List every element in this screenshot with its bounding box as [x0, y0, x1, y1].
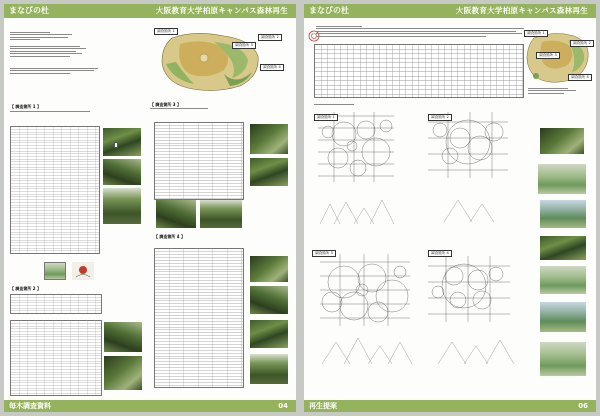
survey-table-2	[10, 320, 102, 396]
forest-photo	[250, 286, 288, 314]
page-left	[4, 4, 296, 412]
page-header	[4, 4, 296, 18]
page-footer	[4, 400, 296, 412]
forest-photo	[250, 256, 288, 282]
forest-sketch	[538, 164, 586, 194]
section-title-3: 【 調査箇所 3 】	[150, 102, 181, 107]
intro-list	[10, 46, 90, 58]
plan-heading	[314, 104, 374, 106]
forest-photo	[540, 236, 586, 260]
survey-table-3	[154, 122, 244, 200]
plan-label: 調査箇所 3	[312, 250, 336, 257]
map-legend	[528, 88, 584, 95]
forest-photo	[104, 356, 142, 390]
forest-photo	[250, 320, 288, 348]
survey-summary-2	[10, 294, 102, 314]
forest-photo	[200, 200, 242, 228]
map-label-3: 調査箇所 3	[232, 42, 256, 49]
planting-plan-drawing-2	[424, 112, 524, 232]
planting-schedule-table	[314, 44, 524, 98]
site-map	[154, 28, 264, 94]
section-1-note	[10, 111, 96, 113]
page-footer	[304, 400, 596, 412]
intro-text	[10, 32, 74, 42]
page-right	[304, 4, 596, 412]
forest-sketch	[540, 342, 586, 376]
page-header	[304, 4, 596, 18]
brand-title: まなびの杜	[9, 6, 49, 15]
planting-plan-drawing-1	[314, 112, 414, 232]
forest-photo	[103, 159, 141, 185]
map-label-2: 調査箇所 2	[258, 34, 282, 41]
map-label-4: 調査箇所 4	[568, 74, 592, 81]
forest-photo	[250, 354, 288, 384]
plan-label: 調査箇所 4	[428, 250, 452, 257]
forest-photo	[156, 200, 196, 228]
forest-photo	[44, 262, 66, 280]
forest-photo	[250, 124, 288, 154]
footer-section-title: 毎木調査資料	[9, 402, 51, 410]
map-label-1: 調査箇所 1	[154, 28, 178, 35]
forest-sketch	[540, 266, 586, 294]
survey-table-4	[154, 248, 244, 388]
section-title-2: 【 調査箇所 2 】	[10, 286, 41, 291]
forest-photo	[103, 128, 141, 156]
intro-note	[10, 68, 100, 75]
section-title-4: 【 調査箇所 4 】	[154, 234, 185, 239]
map-label-3: 調査箇所 3	[536, 52, 560, 59]
survey-table-1	[10, 126, 100, 254]
photo-caption	[114, 142, 118, 148]
forest-sketch	[540, 200, 586, 228]
forest-photo	[250, 158, 288, 186]
forest-photo	[540, 128, 584, 154]
section-3-note	[150, 108, 210, 110]
footer-section-title: 再生提案	[309, 402, 337, 410]
forest-photo	[103, 188, 141, 224]
map-label-2: 調査箇所 2	[570, 40, 594, 47]
map-label-1: 調査箇所 1	[524, 30, 548, 37]
page-title: 大阪教育大学柏原キャンパス森林再生	[155, 6, 288, 15]
forest-sketch	[540, 302, 586, 332]
plan-label: 調査箇所 1	[314, 114, 338, 121]
page-number: 06	[578, 402, 588, 410]
page-number: 04	[278, 402, 288, 410]
planting-plan-drawing-4	[424, 252, 524, 372]
specimen-photo	[72, 262, 94, 280]
map-label-4: 調査箇所 4	[260, 64, 284, 71]
plan-label: 調査箇所 2	[428, 114, 452, 121]
forest-photo	[104, 322, 142, 352]
planting-plan-drawing-3	[314, 252, 424, 372]
page-title: 大阪教育大学柏原キャンパス森林再生	[455, 6, 588, 15]
section-title-1: 【 調査箇所 1 】	[10, 104, 41, 109]
proposal-text	[316, 26, 526, 38]
brand-title: まなびの杜	[309, 6, 349, 15]
